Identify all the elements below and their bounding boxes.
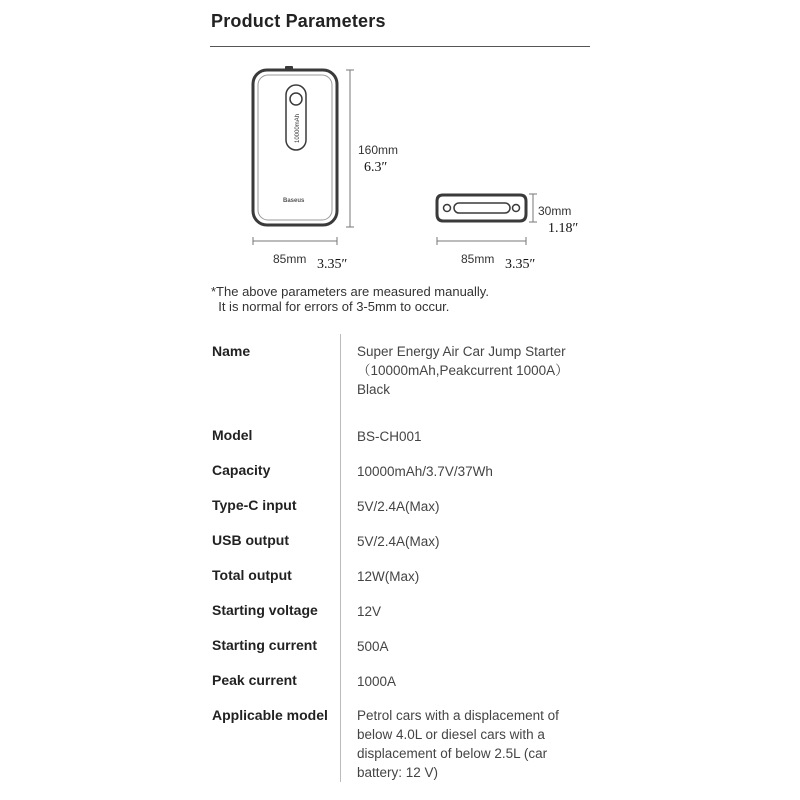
spec-label-capacity: Capacity [212,462,271,478]
device-side-view [437,195,526,221]
spec-value-starting-current: 500A [357,639,389,654]
spec-value-capacity: 10000mAh/3.7V/37Wh [357,464,493,479]
spec-label-total-output: Total output [212,567,292,583]
spec-label-starting-voltage: Starting voltage [212,602,318,618]
title-underline [210,46,590,47]
spec-value-name: Super Energy Air Car Jump Starter（10000mAh,Peakcurrent 1000A）Black [357,344,569,397]
spec-label-peak-current: Peak current [212,672,297,688]
spec-value-model: BS-CH001 [357,429,422,444]
height-in-label: 6.3″ [364,160,388,175]
side-width-mm-label: 85mm [461,252,495,266]
spec-label-name: Name [212,343,251,359]
measurement-note-line-2: It is normal for errors of 3-5mm to occur. [211,299,450,314]
spec-label-starting-current: Starting current [212,637,318,653]
page-title: Product Parameters [211,11,386,31]
spec-value-peak-current: 1000A [357,674,397,689]
spec-value-type-c-input: 5V/2.4A(Max) [357,499,440,514]
spec-value-total-output: 12W(Max) [357,569,420,584]
device-brand-logo: Baseus [283,198,305,204]
spec-label-type-c-input: Type-C input [212,497,297,513]
device-capacity-label: 10000mAh [295,113,301,143]
device-top-button [285,66,293,70]
front-width-in-label: 3.35″ [317,257,348,272]
device-front-view [253,66,337,225]
spec-value-starting-voltage: 12V [357,604,382,619]
product-dimensions-diagram [200,55,620,285]
spec-table-divider [340,334,341,782]
spec-label-applicable-model: Applicable model [212,707,328,723]
spec-value-applicable-model: Petrol cars with a displacement of below 4.0L or diesel cars with a displacement of below 2.5L (car battery: 12 V) [357,708,559,780]
thickness-in-label: 1.18″ [548,221,579,236]
spec-label-usb-output: USB output [212,532,289,548]
spec-value-usb-output: 5V/2.4A(Max) [357,534,440,549]
thickness-mm-label: 30mm [538,204,572,218]
height-mm-label: 160mm [358,143,399,157]
side-width-in-label: 3.35″ [505,257,536,272]
measurement-note-line-1: *The above parameters are measured manually. [211,284,489,299]
spec-label-model: Model [212,427,253,443]
front-width-mm-label: 85mm [273,252,307,266]
